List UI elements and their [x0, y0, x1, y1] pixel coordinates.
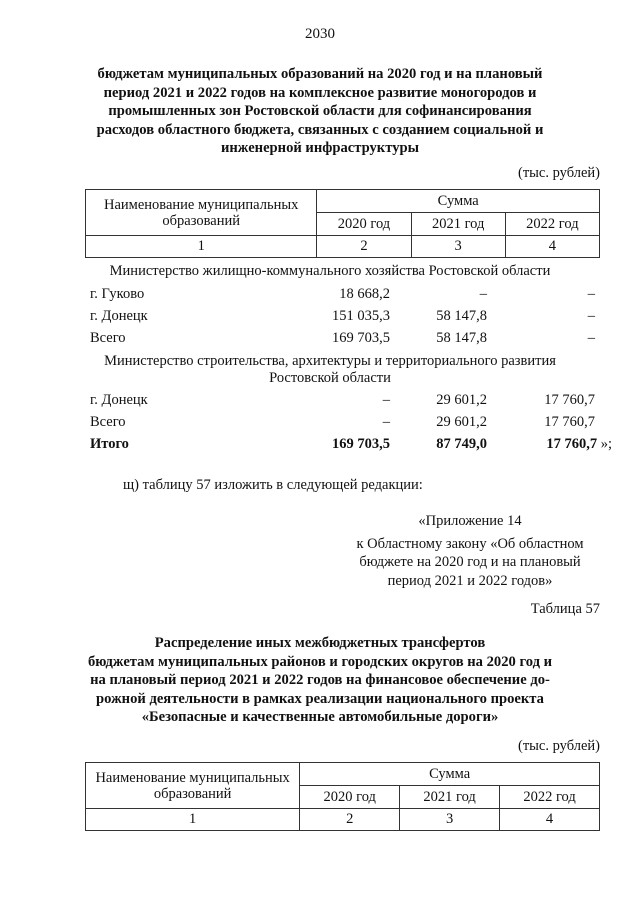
total-row [0, 436, 640, 456]
value-2021: – [479, 286, 487, 302]
value-2022: – [587, 308, 595, 324]
section1-header-table [85, 189, 600, 258]
value-2022: 17 760,7 [544, 414, 595, 430]
year-2022-header: 2022 год [505, 213, 599, 236]
appendix-line: к Областному закону «Об областном [356, 535, 584, 552]
sum-column-header: Сумма [300, 763, 600, 786]
column-number: 1 [86, 809, 300, 831]
table-row [0, 286, 640, 306]
value-2020: 151 035,3 [332, 308, 390, 324]
name-column-header: Наименование муниципальных образований [86, 763, 300, 809]
table-row [0, 308, 640, 328]
section1-heading: бюджетам муниципальных образований на 2020 год и на плановый период 2021 и 2022 годов на комплексное развитие моногородов и промышленных зон Ростовской области для софинансирования расходов областного бюджета, связанных с созданием социальной и инженерной инфраструктуры [96, 66, 544, 157]
row-name: Всего [90, 330, 126, 346]
section2-heading [80, 634, 560, 727]
year-2021-header: 2021 год [400, 786, 500, 809]
table-row [0, 414, 640, 434]
heading-line: Распределение иных межбюджетных трансфертов [154, 635, 486, 651]
appendix-line: период 2021 и 2022 годов» [387, 572, 553, 589]
value-2022: 17 760,7 [546, 436, 598, 452]
instruction-text: щ) таблицу 57 изложить в следующей редакции: [123, 477, 423, 493]
column-number: 2 [317, 236, 411, 258]
section1-units: (тыс. рублей) [518, 165, 600, 181]
value-2021: 29 601,2 [436, 414, 487, 430]
ministry-title [80, 353, 580, 387]
column-number: 2 [300, 809, 400, 831]
column-number: 1 [86, 236, 317, 258]
row-name: Итого [90, 436, 129, 452]
appendix-line: «Приложение 14 [418, 513, 522, 529]
table-row [0, 392, 640, 412]
ministry-title-line: Министерство строительства, архитектуры и территориального развития [104, 353, 556, 369]
ministry-title-line: Ростовской области [269, 370, 391, 386]
year-2020-header: 2020 год [317, 213, 411, 236]
year-2020-header: 2020 год [300, 786, 400, 809]
row-name: г. Гуково [90, 286, 145, 302]
appendix-line: бюджете на 2020 год и на плановый [359, 554, 581, 570]
heading-line: рожной деятельности в рамках реализации национального проекта [96, 690, 544, 707]
column-number: 3 [411, 236, 505, 258]
table-label: Таблица 57 [530, 601, 600, 617]
ministry-title: Министерство жилищно-коммунального хозяйства Ростовской области [109, 263, 551, 279]
row-name: г. Донецк [90, 392, 148, 408]
value-2022: – [587, 330, 595, 346]
section2-units: (тыс. рублей) [518, 738, 600, 754]
value-2020: 18 668,2 [339, 286, 390, 302]
closing-quote: »; [597, 436, 612, 452]
value-2021: 87 749,0 [436, 436, 487, 452]
heading-line: бюджетам муниципальных районов и городских округов на 2020 год и [87, 653, 553, 670]
column-number: 4 [505, 236, 599, 258]
row-name: г. Донецк [90, 308, 148, 324]
value-2021: 29 601,2 [436, 392, 487, 408]
value-2021: 58 147,8 [436, 330, 487, 346]
value-2020: 169 703,5 [332, 436, 390, 452]
column-number: 4 [500, 809, 600, 831]
value-2020: – [382, 414, 390, 430]
heading-line: на плановый период 2021 и 2022 годов на финансовое обеспечение до- [90, 672, 550, 689]
table-row [0, 330, 640, 350]
column-number: 3 [400, 809, 500, 831]
value-2021: 58 147,8 [436, 308, 487, 324]
heading-line: «Безопасные и качественные автомобильные дороги» [141, 709, 499, 726]
value-2020: – [382, 392, 390, 408]
appendix-block [340, 512, 600, 590]
year-2022-header: 2022 год [500, 786, 600, 809]
value-2022-with-closing [546, 436, 612, 453]
section2-header-table [85, 762, 600, 831]
page-number: 2030 [305, 26, 335, 42]
value-2022: 17 760,7 [544, 392, 595, 408]
year-2021-header: 2021 год [411, 213, 505, 236]
name-column-header: Наименование муниципальных образований [86, 190, 317, 236]
row-name: Всего [90, 414, 126, 430]
sum-column-header: Сумма [317, 190, 600, 213]
value-2022: – [587, 286, 595, 302]
value-2020: 169 703,5 [332, 330, 390, 346]
